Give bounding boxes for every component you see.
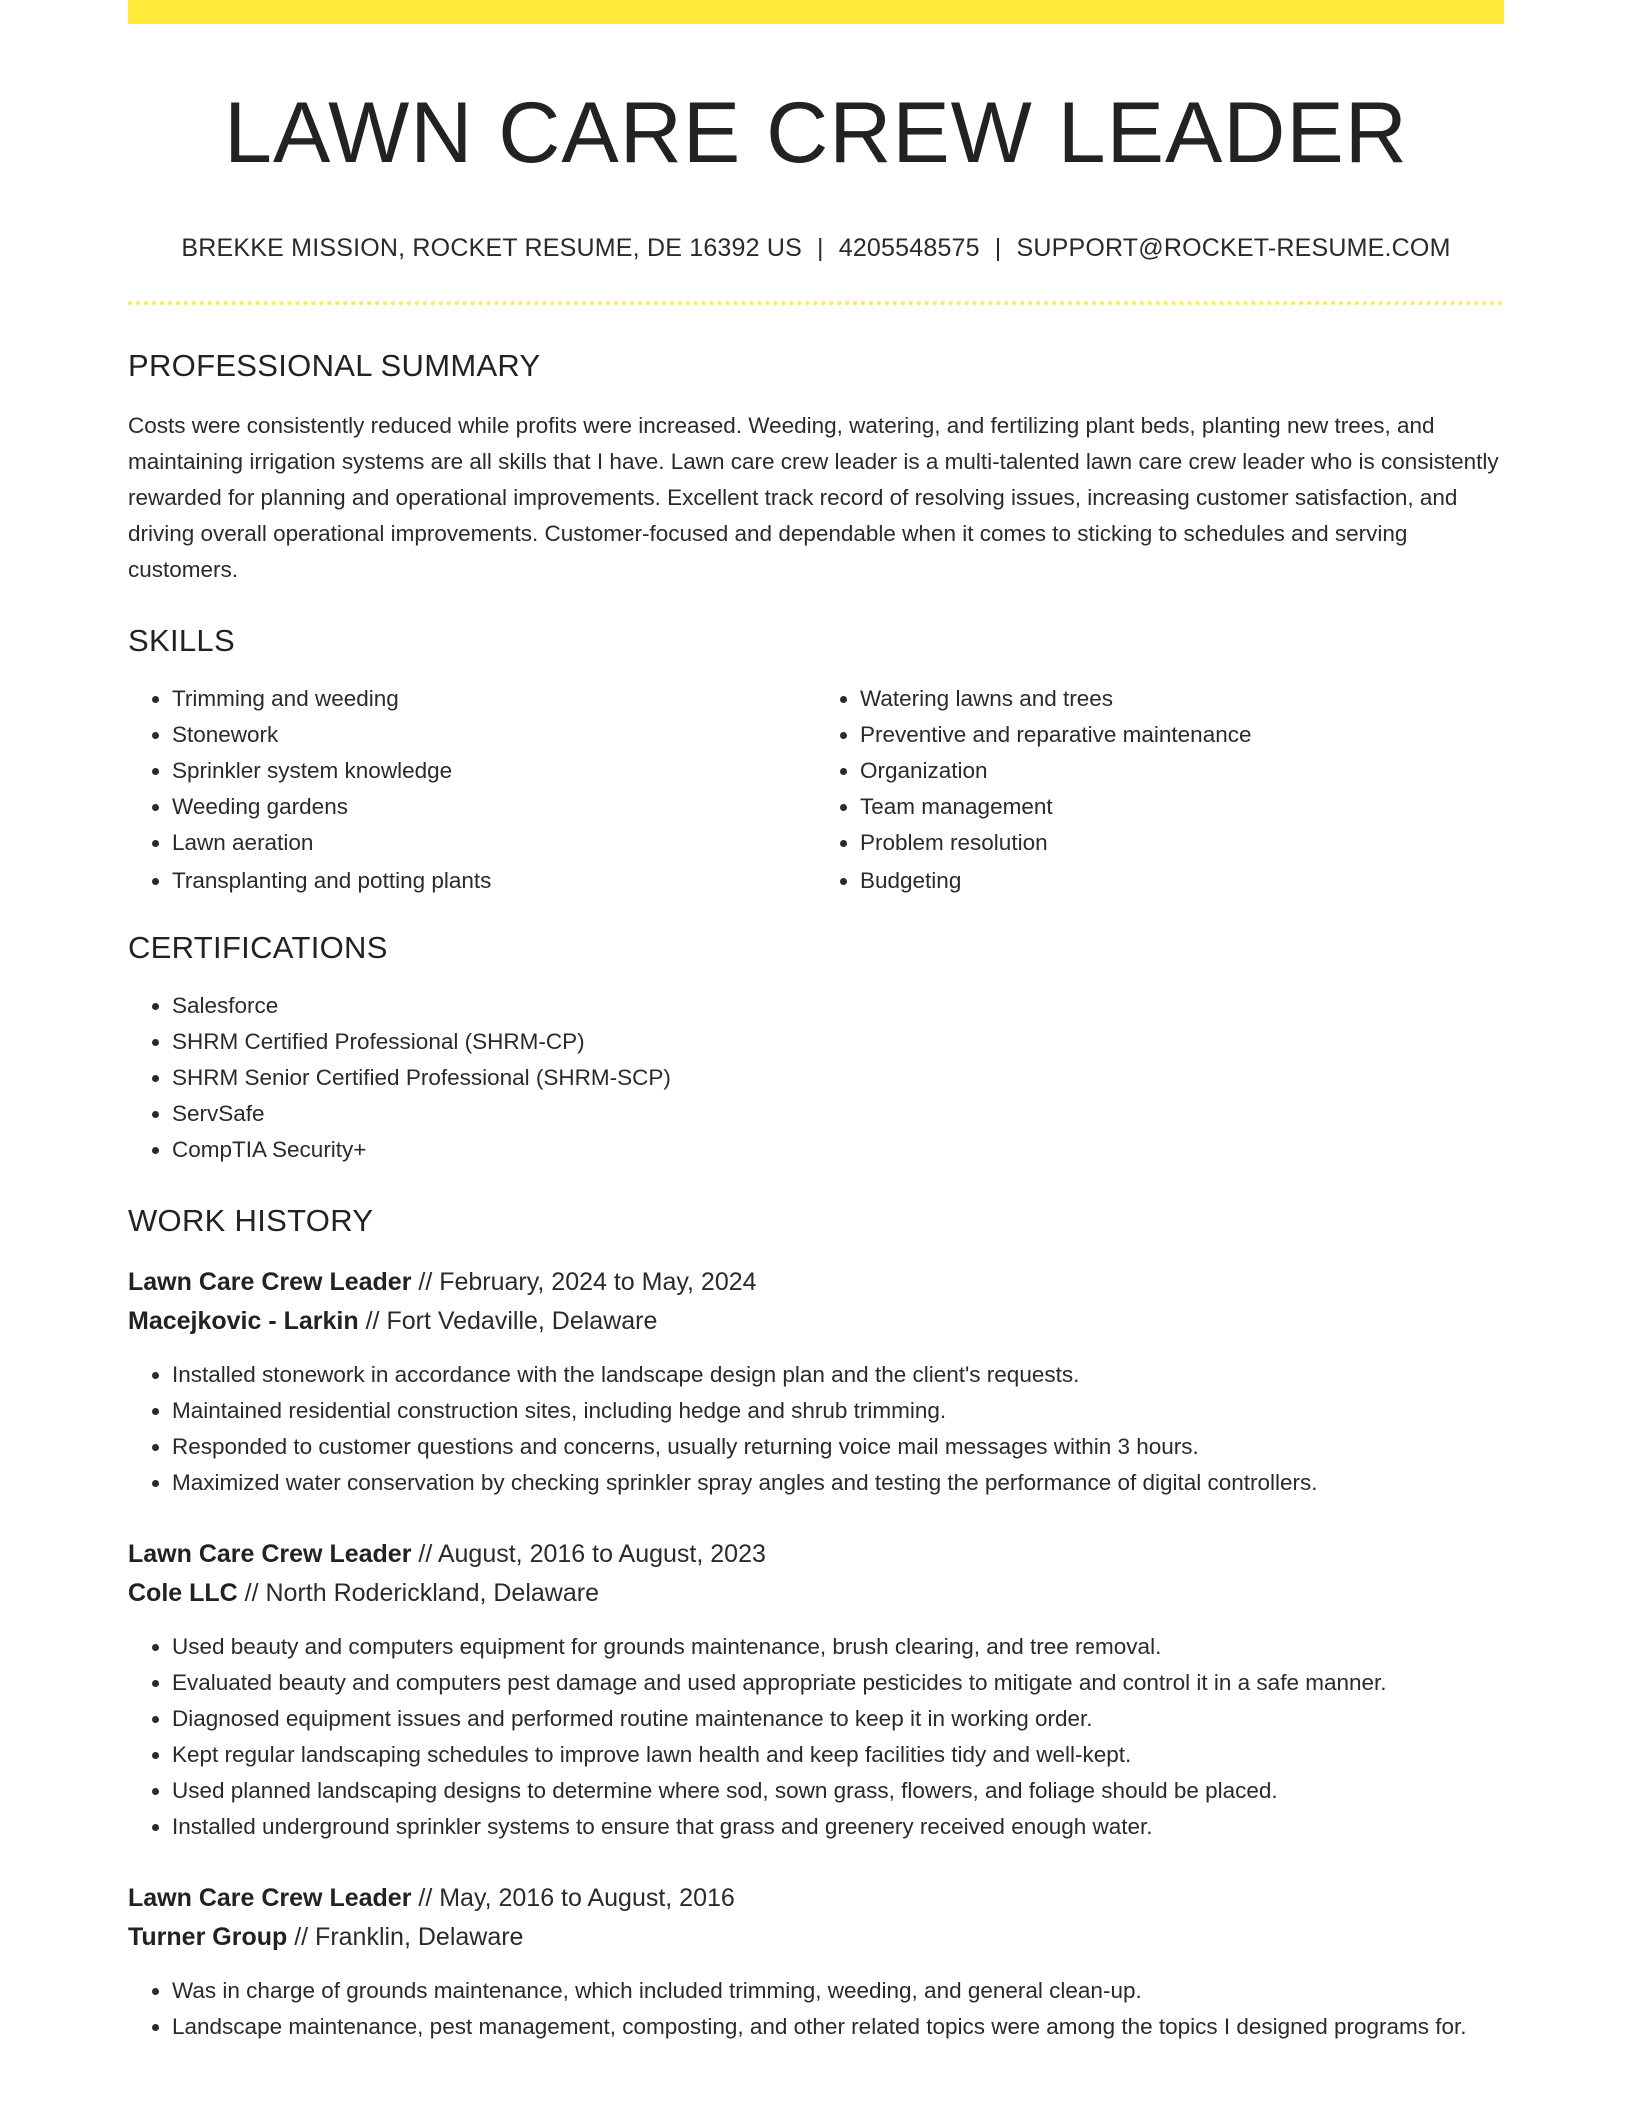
- job-company-line: [128, 1574, 1504, 1613]
- job-company: Macejkovic - Larkin: [128, 1307, 359, 1336]
- work-history-heading: WORK HISTORY: [128, 1203, 374, 1239]
- skills-list-right: [816, 681, 1504, 899]
- certification-item: • Salesforce: [172, 988, 1504, 1024]
- job-bullets: [128, 1973, 1504, 2045]
- top-accent-bar: [128, 0, 1504, 24]
- job-bullets: [128, 1629, 1504, 1845]
- dotted-divider: [128, 301, 1504, 305]
- contact-address: BREKKE MISSION, ROCKET RESUME, DE 16392 US: [181, 233, 803, 262]
- job-location: // North Roderickland, Delaware: [237, 1579, 599, 1608]
- resume-page: [128, 0, 1504, 2045]
- skill-item: • Transplanting and potting plants: [172, 863, 816, 899]
- job-bullet: • Was in charge of grounds maintenance, which included trimming, weeding, and general clean-up.: [172, 1973, 1504, 2009]
- job-bullet: • Used planned landscaping designs to determine where sod, sown grass, flowers, and foliage should be placed.: [172, 1773, 1504, 1809]
- skill-item: • Organization: [860, 753, 1504, 789]
- skill-item: • Budgeting: [860, 863, 1504, 899]
- job-entry: [128, 1263, 1504, 1501]
- certification-item: • SHRM Certified Professional (SHRM-CP): [172, 1024, 1504, 1060]
- skill-item: • Problem resolution: [860, 825, 1504, 861]
- contact-phone: 4205548575: [838, 233, 980, 262]
- skills-list-left: [128, 681, 816, 899]
- summary-section: [128, 347, 1504, 588]
- resume-title: LAWN CARE CREW LEADER: [224, 85, 1408, 181]
- job-title-line: [128, 1879, 1504, 1918]
- skill-item: • Stonework: [172, 717, 816, 753]
- job-bullet: • Responded to customer questions and concerns, usually returning voice mail messages within 3 hours.: [172, 1429, 1504, 1465]
- skills-heading: SKILLS: [128, 622, 235, 658]
- job-title-line: [128, 1263, 1504, 1302]
- skill-item: • Team management: [860, 789, 1504, 825]
- job-company: Turner Group: [128, 1923, 288, 1952]
- job-title-line: [128, 1535, 1504, 1574]
- job-title: Lawn Care Crew Leader: [128, 1884, 412, 1913]
- certification-item: • CompTIA Security+: [172, 1132, 1504, 1168]
- skill-item: • Weeding gardens: [172, 789, 816, 825]
- job-bullet: • Installed stonework in accordance with the landscape design plan and the client's requests.: [172, 1357, 1504, 1393]
- certification-item: • SHRM Senior Certified Professional (SHRM-SCP): [172, 1060, 1504, 1096]
- job-title: Lawn Care Crew Leader: [128, 1268, 412, 1297]
- work-history-section: [128, 1202, 1504, 2045]
- job-company-line: [128, 1918, 1504, 1957]
- certifications-list: [128, 988, 1504, 1168]
- certifications-section: [128, 929, 1504, 1168]
- job-bullet: • Kept regular landscaping schedules to improve lawn health and keep facilities tidy and well-kept.: [172, 1737, 1504, 1773]
- contact-separator: |: [994, 233, 1002, 262]
- summary-text: Costs were consistently reduced while profits were increased. Weeding, watering, and fertilizing plant beds, planting new trees, and maintaining irrigation systems are all skills that I have. Lawn care crew leader is a multi-talented lawn care crew leader who is consistently rewarded for planning and operational improvements. Excellent track record of resolving issues, increasing customer satisfaction, and driving overall operational improvements. Customer-focused and dependable when it comes to sticking to schedules and serving customers.: [128, 412, 1499, 582]
- job-bullet: • Evaluated beauty and computers pest damage and used appropriate pesticides to mitigate and control it in a safe manner.: [172, 1665, 1504, 1701]
- job-dates: // February, 2024 to May, 2024: [411, 1268, 757, 1297]
- summary-heading: PROFESSIONAL SUMMARY: [128, 347, 541, 383]
- job-company-line: [128, 1302, 1504, 1341]
- job-bullet: • Landscape maintenance, pest management, composting, and other related topics were among the topics I designed programs for.: [172, 2009, 1504, 2045]
- job-bullets: [128, 1357, 1504, 1501]
- certifications-heading: CERTIFICATIONS: [128, 929, 388, 965]
- job-entry: [128, 1879, 1504, 2045]
- contact-email: SUPPORT@ROCKET-RESUME.COM: [1016, 233, 1451, 262]
- skill-item: • Lawn aeration: [172, 825, 816, 861]
- job-bullet: • Diagnosed equipment issues and performed routine maintenance to keep it in working order.: [172, 1701, 1504, 1737]
- job-bullet: • Maximized water conservation by checking sprinkler spray angles and testing the performance of digital controllers.: [172, 1465, 1504, 1501]
- job-title: Lawn Care Crew Leader: [128, 1540, 412, 1569]
- job-dates: // August, 2016 to August, 2023: [411, 1540, 766, 1569]
- skills-columns: [128, 681, 1504, 899]
- skills-section: [128, 622, 1504, 899]
- skill-item: • Sprinkler system knowledge: [172, 753, 816, 789]
- contact-line: [128, 233, 1504, 263]
- job-dates: // May, 2016 to August, 2016: [411, 1884, 735, 1913]
- skill-item: • Watering lawns and trees: [860, 681, 1504, 717]
- job-bullet: • Used beauty and computers equipment for grounds maintenance, brush clearing, and tree removal.: [172, 1629, 1504, 1665]
- contact-separator: |: [817, 233, 824, 262]
- job-bullet: • Maintained residential construction sites, including hedge and shrub trimming.: [172, 1393, 1504, 1429]
- job-company: Cole LLC: [128, 1579, 238, 1608]
- skill-item: • Preventive and reparative maintenance: [860, 717, 1504, 753]
- certification-item: • ServSafe: [172, 1096, 1504, 1132]
- job-location: // Franklin, Delaware: [287, 1923, 524, 1952]
- skill-item: • Trimming and weeding: [172, 681, 816, 717]
- job-bullet: • Installed underground sprinkler systems to ensure that grass and greenery received enough water.: [172, 1809, 1504, 1845]
- job-entry: [128, 1535, 1504, 1845]
- job-location: // Fort Vedaville, Delaware: [358, 1307, 658, 1336]
